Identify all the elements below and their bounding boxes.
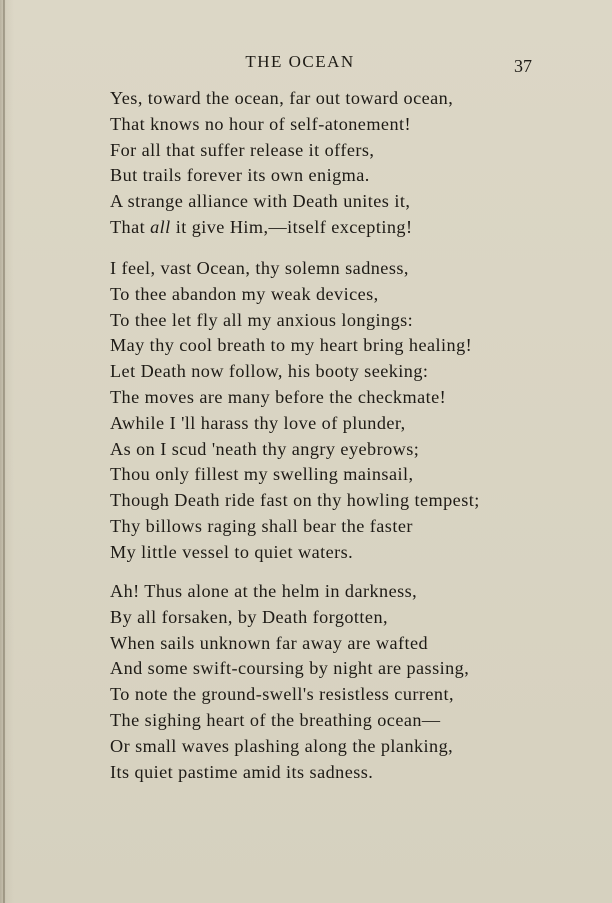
poem-line: And some swift-coursing by night are passing, [110, 658, 470, 679]
stanza-2 [110, 256, 480, 566]
line-text: it give Him,—itself excepting! [170, 216, 413, 237]
poem-line: Thou only fillest my swelling mainsail, [110, 464, 414, 485]
poem-line: A strange alliance with Death unites it, [110, 191, 411, 212]
poem-line: I feel, vast Ocean, thy solemn sadness, [110, 258, 409, 278]
italic-word: all [150, 216, 171, 237]
poem-line: That knows no hour of self-atonement! [110, 113, 412, 134]
poem-line: May thy cool breath to my heart bring healing! [110, 335, 473, 356]
poem-line: To thee abandon my weak devices, [110, 283, 379, 304]
line-text: That [110, 216, 151, 237]
poem-line: My little vessel to quiet waters. [110, 541, 354, 562]
poem-line: Thy billows raging shall bear the faster [110, 515, 413, 536]
poem-line: Though Death ride fast on thy howling tempest; [110, 490, 480, 511]
poem-line: To thee let fly all my anxious longings: [110, 309, 414, 330]
page-number: 37 [514, 56, 532, 76]
poem-line: Yes, toward the ocean, far out toward ocean, [110, 88, 454, 108]
poem-line [110, 215, 453, 241]
poem-line: Or small waves plashing along the planking, [110, 735, 454, 756]
page-gutter [3, 0, 5, 903]
poem-line: But trails forever its own enigma. [110, 165, 370, 186]
stanza-1 [110, 86, 453, 241]
poem-line: By all forsaken, by Death forgotten, [110, 606, 389, 627]
poem-line: Its quiet pastime amid its sadness. [110, 761, 374, 782]
poem-line: For all that suffer release it offers, [110, 139, 375, 160]
poem-line: The sighing heart of the breathing ocean— [110, 709, 441, 730]
poem-line: Ah! Thus alone at the helm in darkness, [110, 581, 418, 601]
stanza-3 [110, 579, 469, 785]
poem-line: When sails unknown far away are wafted [110, 632, 429, 653]
running-title: THE OCEAN [245, 52, 355, 71]
poem-line: To note the ground-swell's resistless current, [110, 684, 454, 705]
poem-line: Awhile I 'll harass thy love of plunder, [110, 412, 406, 433]
poem-line: As on I scud 'neath thy angry eyebrows; [110, 438, 420, 459]
poem-line: Let Death now follow, his booty seeking: [110, 361, 429, 382]
poem-line: The moves are many before the checkmate! [110, 386, 447, 407]
